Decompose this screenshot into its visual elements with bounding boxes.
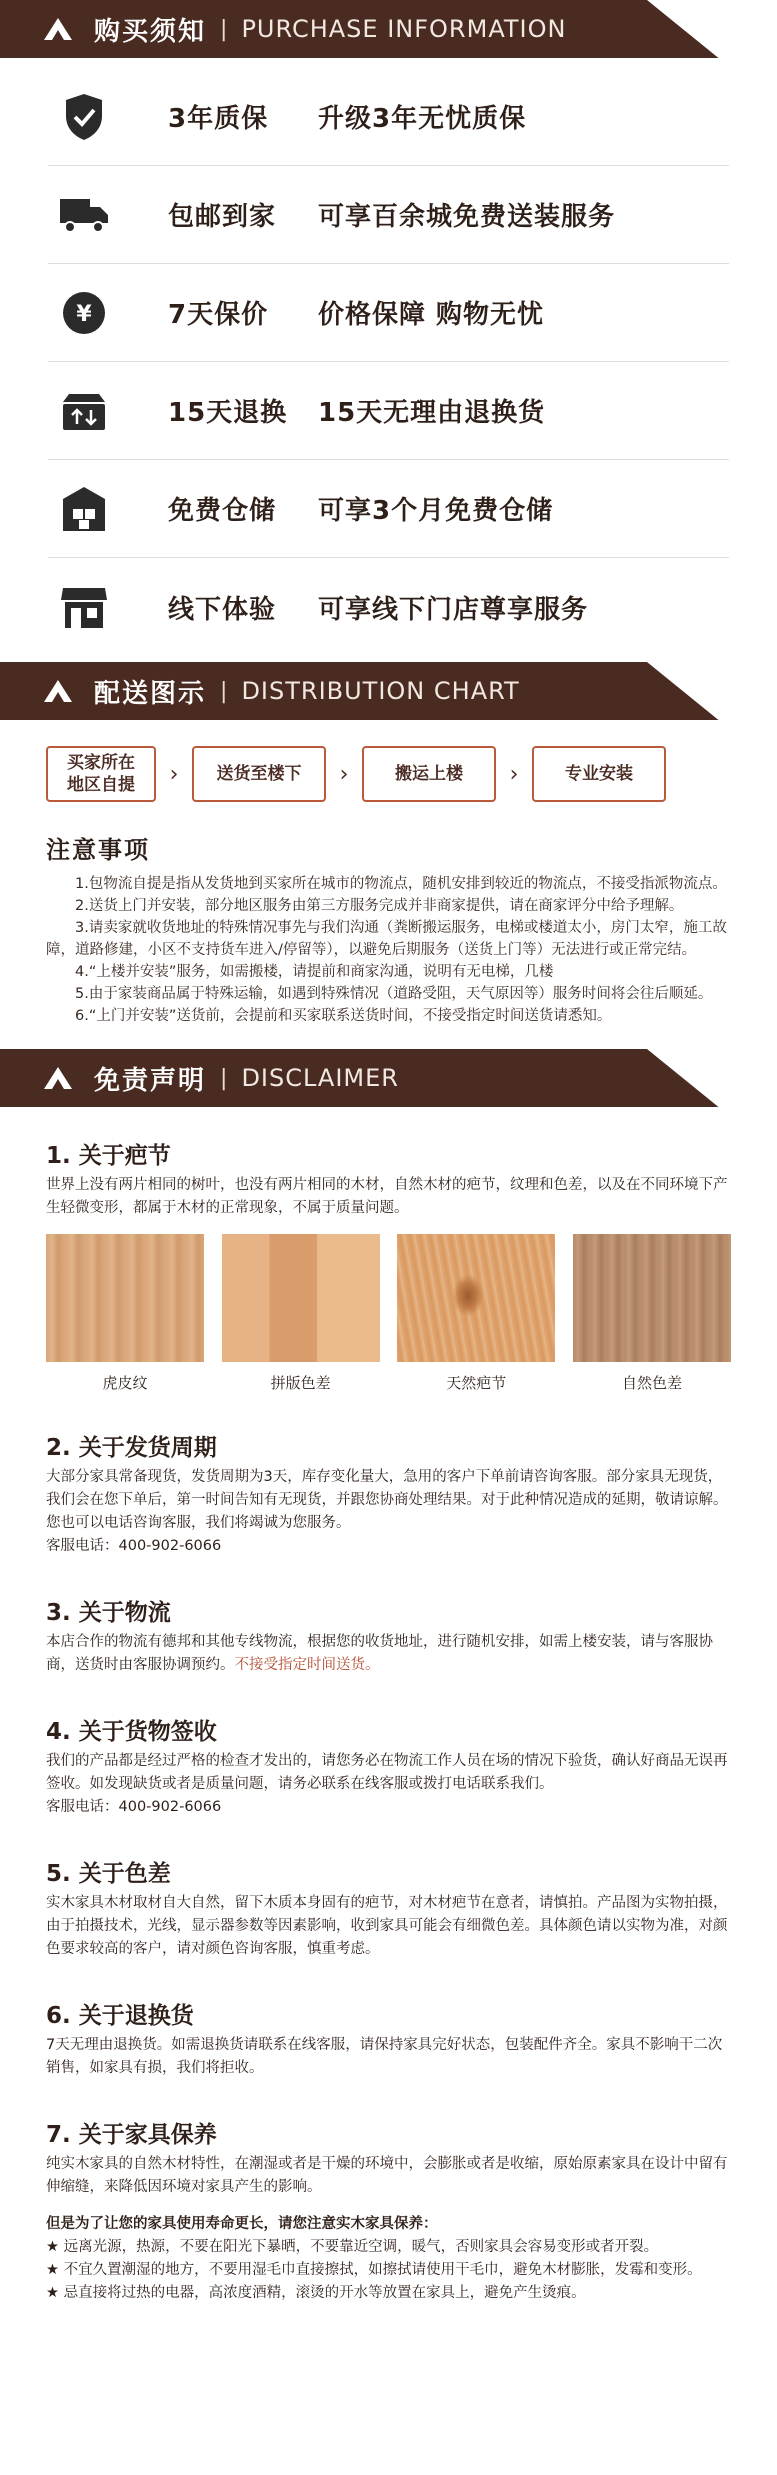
purchase-title-en: PURCHASE INFORMATION xyxy=(241,15,567,43)
purchase-row-desc: 可享百余城免费送装服务 xyxy=(318,202,616,232)
yuan-coin-icon xyxy=(48,290,120,336)
step-carry-upstairs: 搬运上楼 xyxy=(362,746,496,802)
wood-image xyxy=(222,1234,380,1362)
note-item: 1.包物流自提是指从发货地到买家所在城市的物流点，随机安排到较近的物流点，不接受指派物流点。 xyxy=(75,876,727,892)
step-self-pickup: 买家所在 地区自提 xyxy=(46,746,156,802)
care-tips xyxy=(46,2213,731,2305)
disclaimer-section xyxy=(0,1107,777,2305)
service-phone[interactable]: 客服电话：400-902-6066 xyxy=(46,1799,222,1815)
chevron-right-icon: › xyxy=(169,761,179,787)
purchase-row-desc: 可享线下门店尊享服务 xyxy=(318,594,589,625)
note-item: 2.送货上门并安装，部分地区服务由第三方服务完成并非商家提供，请在商家评分中给予理解。 xyxy=(75,898,684,914)
disclaimer-banner: 免责声明 | DISCLAIMER xyxy=(0,1049,777,1107)
wood-caption: 拼版色差 xyxy=(270,1374,331,1392)
distribution-title-en: DISTRIBUTION CHART xyxy=(241,677,520,705)
purchase-row-title: 7天保价 xyxy=(168,300,269,330)
purchase-row xyxy=(48,558,729,656)
section-text: 我们的产品都是经过严格的检查才发出的，请您务必在物流工作人员在场的情况下验货，确认好商品无误再签收。如发现缺货或者是质量问题，请务必联系在线客服或拨打电话联系我们。 xyxy=(46,1753,728,1792)
purchase-list xyxy=(0,58,777,656)
triangle-icon xyxy=(44,18,72,40)
section-text: 本店合作的物流有德邦和其他专线物流，根据您的收货地址，进行随机安排，如需上楼安装，请与客服协商，送货时由客服协调预约。不接受指定时间送货。 xyxy=(46,1634,713,1673)
wood-caption: 虎皮纹 xyxy=(102,1374,148,1392)
notes-section xyxy=(0,802,777,1027)
purchase-row-desc: 可享3个月免费仓储 xyxy=(318,496,554,526)
distribution-banner: 配送图示 | DISTRIBUTION CHART xyxy=(0,662,777,720)
purchase-row xyxy=(48,362,729,460)
note-item: 5.由于家装商品属于特殊运输，如遇到特殊情况（道路受阻，天气原因等）服务时间将会往后顺延。 xyxy=(75,986,713,1002)
wood-image xyxy=(573,1234,731,1362)
wood-image xyxy=(46,1234,204,1362)
care-item: ★ 忌直接将过热的电器，高浓度酒精，滚烫的开水等放置在家具上，避免产生烫痕。 xyxy=(46,2285,586,2301)
disclaimer-title-en: DISCLAIMER xyxy=(241,1064,399,1092)
wood-sample xyxy=(573,1234,731,1393)
step-deliver-downstairs: 送货至楼下 xyxy=(192,746,326,802)
section-heading: 4. 关于货物签收 xyxy=(46,1719,217,1745)
purchase-row-title: 线下体验 xyxy=(168,594,277,625)
purchase-row-title: 15天退换 xyxy=(168,398,288,428)
triangle-icon xyxy=(44,1067,72,1089)
section-text: 7天无理由退换货。如需退换货请联系在线客服，请保持家具完好状态，包装配件齐全。家具不影响干二次销售，如家具有损，我们将拒收。 xyxy=(46,2037,723,2076)
section-heading: 6. 关于退换货 xyxy=(46,2003,194,2029)
return-box-icon xyxy=(48,390,120,432)
svg-text:¥: ¥ xyxy=(76,301,92,327)
care-item: ★ 不宜久置潮湿的地方，不要用湿毛巾直接擦拭，如擦拭请使用干毛巾，避免木材膨胀，发霉和变形。 xyxy=(46,2262,702,2278)
care-item: ★ 远离光源，热源，不要在阳光下暴晒，不要靠近空调，暖气，否则家具会容易变形或者开裂。 xyxy=(46,2239,659,2255)
shield-check-icon xyxy=(48,92,120,142)
wood-caption: 自然色差 xyxy=(621,1374,682,1392)
note-item: 3.请卖家就收货地址的特殊情况事先与我们沟通（粪断搬运服务，电梯或楼道太小，房门太窄，施工故障，道路修建，小区不支持货车进入/停留等），以避免后期服务（送货上门等）无法进行或正常完结。 xyxy=(46,920,727,958)
purchase-banner: 购买须知 | PURCHASE INFORMATION xyxy=(0,0,777,58)
service-phone[interactable]: 客服电话：400-902-6066 xyxy=(46,1538,222,1554)
wood-sample xyxy=(397,1234,555,1393)
purchase-row xyxy=(48,166,729,264)
chevron-right-icon: › xyxy=(509,761,519,787)
note-item: 4.“上楼并安装”服务，如需搬楼，请提前和商家沟通，说明有无电梯，几楼 xyxy=(75,964,554,980)
care-title: 但是为了让您的家具使用寿命更长，请您注意实木家具保养： xyxy=(46,2216,438,2232)
purchase-row xyxy=(48,264,729,362)
purchase-row-desc: 升级3年无忧质保 xyxy=(318,104,527,134)
section-text: 大部分家具常备现货，发货周期为3天，库存变化量大，急用的客户下单前请咨询客服。部分家具无现货，我们会在您下单后，第一时间告知有无现货，并跟您协商处理结果。对于此种情况造成的延期，敬请谅解。您也可以电话咨询客服，我们将竭诚为您服务。 xyxy=(46,1469,728,1531)
section-heading: 5. 关于色差 xyxy=(46,1861,171,1887)
notes-title: 注意事项 xyxy=(46,836,150,864)
section-heading: 7. 关于家具保养 xyxy=(46,2122,217,2148)
purchase-row-title: 免费仓储 xyxy=(168,496,277,526)
section-heading: 2. 关于发货周期 xyxy=(46,1435,217,1461)
section-heading: 1. 关于疤节 xyxy=(46,1143,171,1169)
purchase-row xyxy=(48,68,729,166)
purchase-row-desc: 15天无理由退换货 xyxy=(318,398,546,428)
distribution-title-zh: 配送图示 xyxy=(94,678,207,709)
no-scheduled-delivery-note: 不接受指定时间送货。 xyxy=(234,1657,380,1673)
note-item: 6.“上门并安装”送货前，会提前和买家联系送货时间，不接受指定时间送货请悉知。 xyxy=(75,1008,612,1024)
section-text: 纯实木家具的自然木材特性，在潮湿或者是干燥的环境中，会膨胀或者是收缩，原始原素家具在设计中留有伸缩缝，来降低因环境对家具产生的影响。 xyxy=(46,2156,728,2195)
chevron-right-icon: › xyxy=(339,761,349,787)
triangle-icon xyxy=(44,680,72,702)
wood-caption: 天然疤节 xyxy=(446,1374,507,1392)
disclaimer-title-zh: 免责声明 xyxy=(94,1065,207,1096)
step-installation: 专业安装 xyxy=(532,746,666,802)
warehouse-icon xyxy=(48,485,120,533)
section-heading: 3. 关于物流 xyxy=(46,1600,171,1626)
wood-samples xyxy=(46,1234,731,1393)
wood-sample xyxy=(46,1234,204,1393)
distribution-steps xyxy=(0,720,777,802)
section-text: 世界上没有两片相同的树叶，也没有两片相同的木材，自然木材的疤节，纹理和色差，以及在不同环境下产生轻微变形，都属于木材的正常现象，不属于质量问题。 xyxy=(46,1177,728,1216)
purchase-row-desc: 价格保障 购物无忧 xyxy=(318,300,545,330)
purchase-row xyxy=(48,460,729,558)
wood-sample xyxy=(222,1234,380,1393)
truck-icon xyxy=(48,195,120,235)
section-text: 实木家具木材取材自大自然，留下木质本身固有的疤节，对木材疤节在意者，请慎拍。产品图为实物拍摄，由于拍摄技术，光线，显示器参数等因素影响，收到家具可能会有细微色差。具体颜色请以实物为准，对颜色要求较高的客户，请对颜色咨询客服，慎重考虑。 xyxy=(46,1895,728,1957)
purchase-title-zh: 购买须知 xyxy=(94,16,207,47)
purchase-row-title: 3年质保 xyxy=(168,104,269,134)
store-icon xyxy=(48,584,120,630)
wood-image xyxy=(397,1234,555,1362)
purchase-row-title: 包邮到家 xyxy=(168,202,277,232)
